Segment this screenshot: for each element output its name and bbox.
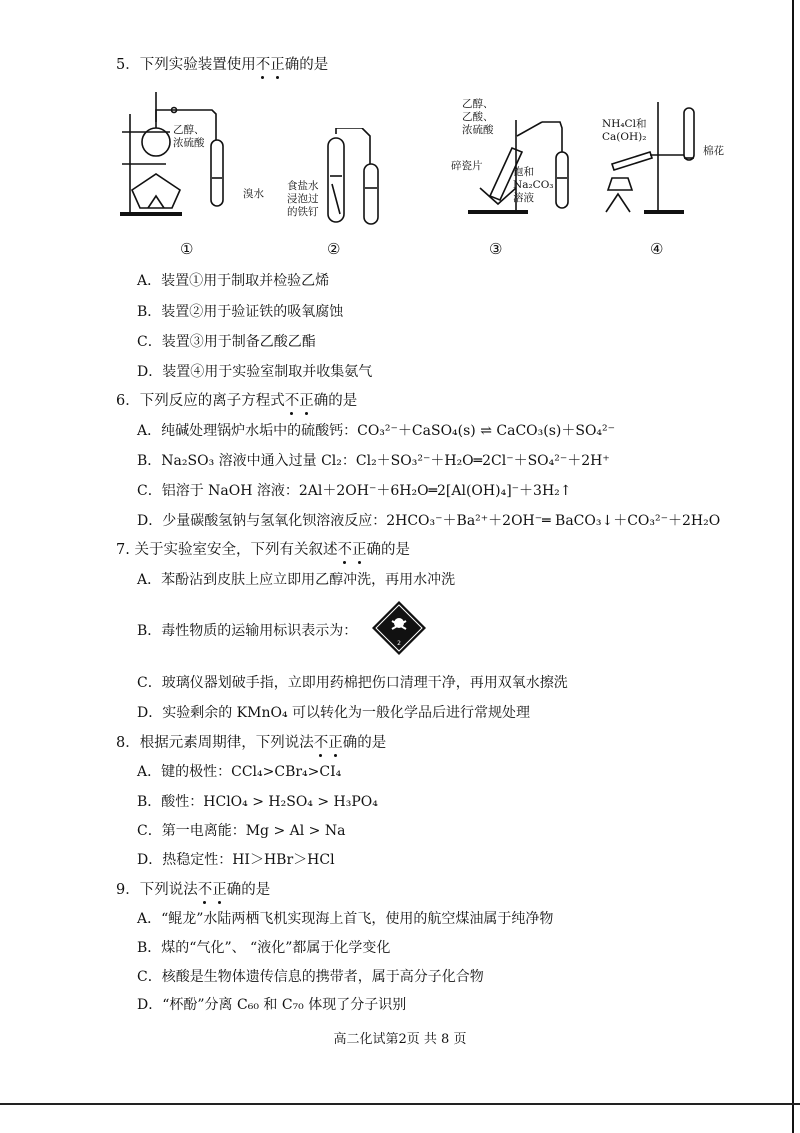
fig1-label-2: 浓硫酸 — [173, 137, 205, 149]
q5-option-a: A．装置①用于制取并检验乙烯 — [137, 273, 330, 289]
emphasis-dotted-char: 正 — [299, 393, 314, 409]
toxic-gas-hazard-sign-icon — [372, 601, 426, 655]
q5-option-c: C．装置③用于制备乙酸乙酯 — [137, 334, 316, 350]
emphasis-dotted-char: 不 — [313, 735, 329, 751]
q6-stem: 6．下列反应的离子方程式不正确的是 — [116, 393, 358, 409]
q5-stem: 5．下列实验装置使用不正确的是 — [116, 57, 329, 73]
figure-number-4: ④ — [650, 240, 664, 258]
figure-number-3: ③ — [489, 240, 503, 258]
apparatus-2-figure — [318, 128, 398, 228]
fig4-label-2: Ca(OH)₂ — [602, 131, 647, 143]
q8-stem: 8．根据元素周期律，下列说法不正确的是 — [116, 735, 387, 751]
fig3-label-7: 溶液 — [513, 192, 534, 204]
fig3-label-6: Na₂CO₃ — [513, 179, 554, 191]
fig3-label-1: 乙醇、 — [462, 98, 494, 110]
apparatus-4-figure — [598, 98, 718, 218]
fig3-label-3: 浓硫酸 — [462, 124, 494, 136]
fig2-label-3: 的铁钉 — [287, 206, 319, 218]
figure-number-1: ① — [180, 240, 194, 258]
fig2-label-2: 浸泡过 — [287, 193, 319, 205]
q5-option-d: D．装置④用于实验室制取并收集氨气 — [137, 364, 373, 380]
q6-option-b: B．Na₂SO₃ 溶液中通入过量 Cl₂：Cl₂＋SO₃²⁻＋H₂O═2Cl⁻＋SO₄²⁻＋2H⁺ — [137, 453, 610, 469]
emphasis-dotted-char: 不 — [284, 393, 300, 409]
q9-stem: 9．下列说法不正确的是 — [116, 882, 271, 898]
emphasis-dots — [256, 57, 285, 73]
emphasis-dotted-char: 不 — [255, 57, 271, 73]
q6-option-c: C．铝溶于 NaOH 溶液：2Al＋2OH⁻＋6H₂O═2[Al(OH)₄]⁻＋3H₂↑ — [137, 483, 572, 499]
q8-option-b: B．酸性：HClO₄ > H₂SO₄ > H₃PO₄ — [137, 794, 378, 810]
sign-class-number: 2 — [397, 640, 401, 647]
page-footer: 高二化试第2页 共 8 页 — [333, 1032, 467, 1047]
emphasis-dotted-char: 不 — [337, 542, 352, 558]
q6-option-a: A．纯碱处理锅炉水垢中的硫酸钙：CO₃²⁻＋CaSO₄(s) ⇌ CaCO₃(s)＋SO₄²⁻ — [137, 423, 616, 439]
q9-option-d: D．“杯酚”分离 C₆₀ 和 C₇₀ 体现了分子识别 — [137, 997, 407, 1013]
fig4-label-1: NH₄Cl和 — [602, 118, 647, 130]
q7-option-c: C．玻璃仪器划破手指，立即用药棉把伤口清理干净，再用双氧水擦洗 — [137, 675, 568, 691]
q9-option-b: B．煤的“气化”、 “液化”都属于化学变化 — [137, 940, 391, 956]
q9-option-c: C．核酸是生物体遗传信息的携带者，属于高分子化合物 — [137, 969, 484, 985]
emphasis-dotted-char: 正 — [270, 57, 285, 73]
emphasis-dotted-char: 正 — [212, 882, 227, 898]
q5-option-b: B．装置②用于验证铁的吸氧腐蚀 — [137, 304, 344, 320]
scan-edge-bottom — [0, 1103, 800, 1105]
emphasis-dotted-char: 正 — [328, 735, 343, 751]
fig1-label-3: 溴水 — [243, 188, 264, 200]
q7-option-d: D．实验剩余的 KMnO₄ 可以转化为一般化学品后进行常规处理 — [137, 705, 531, 721]
q7-stem: 7. 关于实验室安全，下列有关叙述不正确的是 — [116, 542, 410, 558]
q8-option-c: C．第一电离能：Mg > Al > Na — [137, 823, 346, 839]
fig1-label-1: 乙醇、 — [173, 124, 205, 136]
q8-option-d: D．热稳定性：HI＞HBr＞HCl — [137, 852, 335, 868]
q6-option-d: D．少量碳酸氢钠与氢氧化钡溶液反应：2HCO₃⁻＋Ba²⁺＋2OH⁻═ BaCO₃↓＋CO₃²⁻＋2H₂O — [137, 513, 721, 529]
q7-option-b: B．毒性物质的运输用标识表示为： — [137, 623, 358, 639]
emphasis-dotted-char: 正 — [351, 542, 367, 558]
q8-option-a: A．键的极性：CCl₄>CBr₄>CI₄ — [137, 764, 342, 780]
fig4-label-3: 棉花 — [703, 145, 724, 157]
fig3-label-5: 饱和 — [513, 166, 534, 178]
figure-number-2: ② — [327, 240, 341, 258]
fig3-label-2: 乙酸、 — [462, 111, 494, 123]
fig3-label-4: 碎瓷片 — [451, 160, 483, 172]
emphasis-dotted-char: 不 — [197, 882, 213, 898]
q9-option-a: A．“鲲龙”水陆两栖飞机实现海上首飞，使用的航空煤油属于纯净物 — [137, 911, 554, 927]
apparatus-1-figure — [112, 92, 262, 222]
scan-edge-right — [792, 0, 794, 1133]
fig2-label-1: 食盐水 — [287, 180, 319, 192]
q7-option-a: A．苯酚沾到皮肤上应立即用乙醇冲洗，再用水冲洗 — [137, 572, 456, 588]
